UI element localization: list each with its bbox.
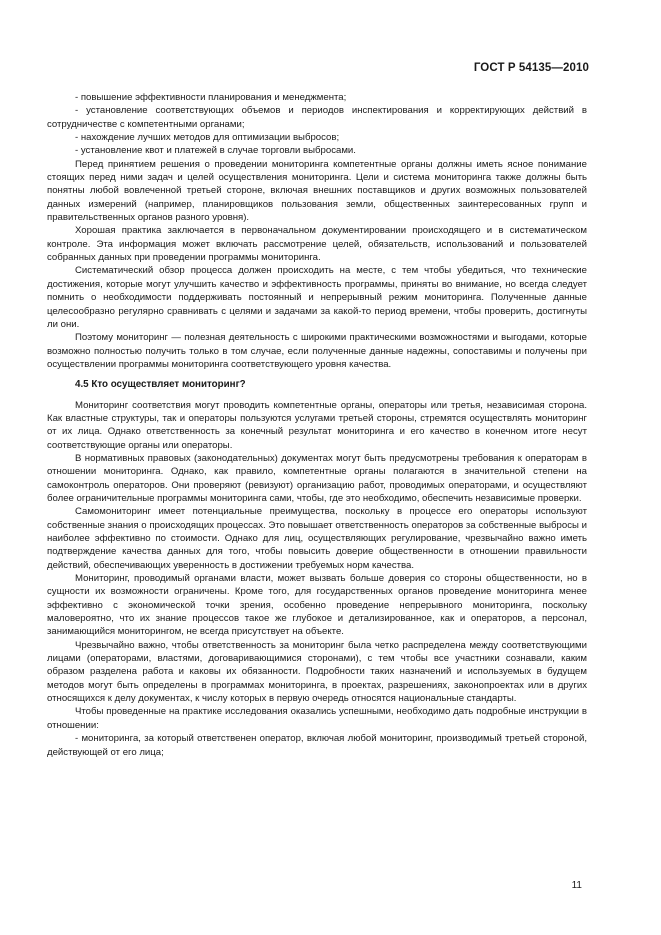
paragraph: Поэтому мониторинг — полезная деятельность с широкими практическими возможностями и выгодами, которые возможно полностью получить только в том случае, если полученные данные надежны, сопоставимы и получены при осуществлении программы мониторинга соответствующего уровня качества. (47, 332, 587, 370)
paragraph: Чрезвычайно важно, чтобы ответственность за мониторинг была четко распределена между соответствующими лицами (операторами, властями, договаривающимися сторонами), с тем чтобы все участники сознавали, каким образом разделена работа и каковы их обязанности. Подробности таких назначений и используемых в будущем методов могут быть определены в программах мониторинга, в проектах, разрешениях, законопроектах или в других относящихся к делу документах, к числу которых в первую очередь относятся национальные стандарты. (47, 639, 587, 705)
list-item: - установление соответствующих объемов и периодов инспектирования и корректирующих действий в сотрудничестве с компетентными органами; (47, 105, 587, 130)
section-heading: 4.5 Кто осуществляет мониторинг? (75, 379, 246, 391)
list-item: - установление квот и платежей в случае торговли выбросами. (75, 145, 356, 157)
list-item: - нахождение лучших методов для оптимизации выбросов; (75, 132, 340, 144)
page-number: 11 (571, 880, 582, 891)
paragraph: Перед принятием решения о проведении мониторинга компетентные органы должны иметь ясное понимание стоящих перед ними задач и целей осуществления мониторинга. Цели и система мониторинга также должны быть понятны любой вовлеченной третьей стороне, включая внешних поставщиков и других возможных пользователей данных измерений (например, планировщиков пользования земли, общественных заинтересованных групп и правительственных органов разного уровня). (47, 158, 587, 224)
paragraph: Чтобы проведенные на практике исследования оказались успешными, необходимо дать подробные инструкции в отношении: (47, 706, 587, 731)
paragraph: Самомониторинг имеет потенциальные преимущества, поскольку в процессе его операторы используют собственные знания о происходящих процессах. Это повышает ответственность операторов за собственные выбросы и наиболее эффективно по стоимости. Однако для лиц, осуществляющих регулирование, чрезвычайно важно иметь подтверждение качества данных для того, чтобы повысить доверие общественности в отношении правильности действий, обеспечивающих уверенность в достижении требуемых норм качества. (47, 506, 587, 571)
list-item: - повышение эффективности планирования и менеджмента; (75, 92, 347, 103)
document-body (47, 91, 587, 759)
paragraph: Систематический обзор процесса должен происходить на месте, с тем чтобы убедиться, что технические достижения, которые могут улучшить качество и эффективность программы, приняты во внимание, но всегда следует помнить о необходимости поддерживать постоянный и непрерывный режим мониторинга. Полученные данные целесообразно регулярно сравнивать с целями и задачами за какой-то период времени, чтобы проверить, достигнуты ли они. (47, 265, 587, 330)
paragraph: Хорошая практика заключается в первоначальном документировании происходящего и в систематическом контроле. Эта информация может включать рассмотрение целей, обязательств, использований и пользователей собранных данных при проведении программы мониторинга. (47, 225, 587, 264)
list-item: - мониторинга, за который ответственен оператор, включая любой мониторинг, производимый третьей стороной, действующей от его лица; (47, 733, 587, 758)
paragraph: Мониторинг соответствия могут проводить компетентные органы, операторы или третья, независимая сторона. Как властные структуры, так и операторы пользуются услугами третьей стороны, стремятся осуществлять мониторинг от их лица. Однако ответственность за конечный результат мониторинга и его качество в конечном итоге несут соответствующие органы или операторы. (47, 399, 587, 451)
paragraph: В нормативных правовых (законодательных) документах могут быть предусмотрены требования к операторам в отношении мониторинга. Однако, как правило, компетентные органы полагаются в значительной степени на самоконтроль операторов. Они проверяют (ревизуют) организацию работ, проводимых операторами, и осуществляют более ограничительные программы мониторинга сами, чтобы, где это необходимо, обеспечить независимые проверки. (47, 452, 587, 504)
paragraph: Мониторинг, проводимый органами власти, может вызвать больше доверия со стороны общественности, но в сущности их возможности ограничены. Кроме того, для государственных органов проведение мониторинга менее эффективно с экономической точки зрения, особенно проведение непрерывного мониторинга, поскольку маловероятно, что их знание процессов такое же глубокое и детализированное, как и операторов, а персонал, занимающийся мониторингом, не всегда присутствует на объекте. (47, 573, 587, 638)
standard-code: ГОСТ Р 54135—2010 (473, 62, 589, 74)
